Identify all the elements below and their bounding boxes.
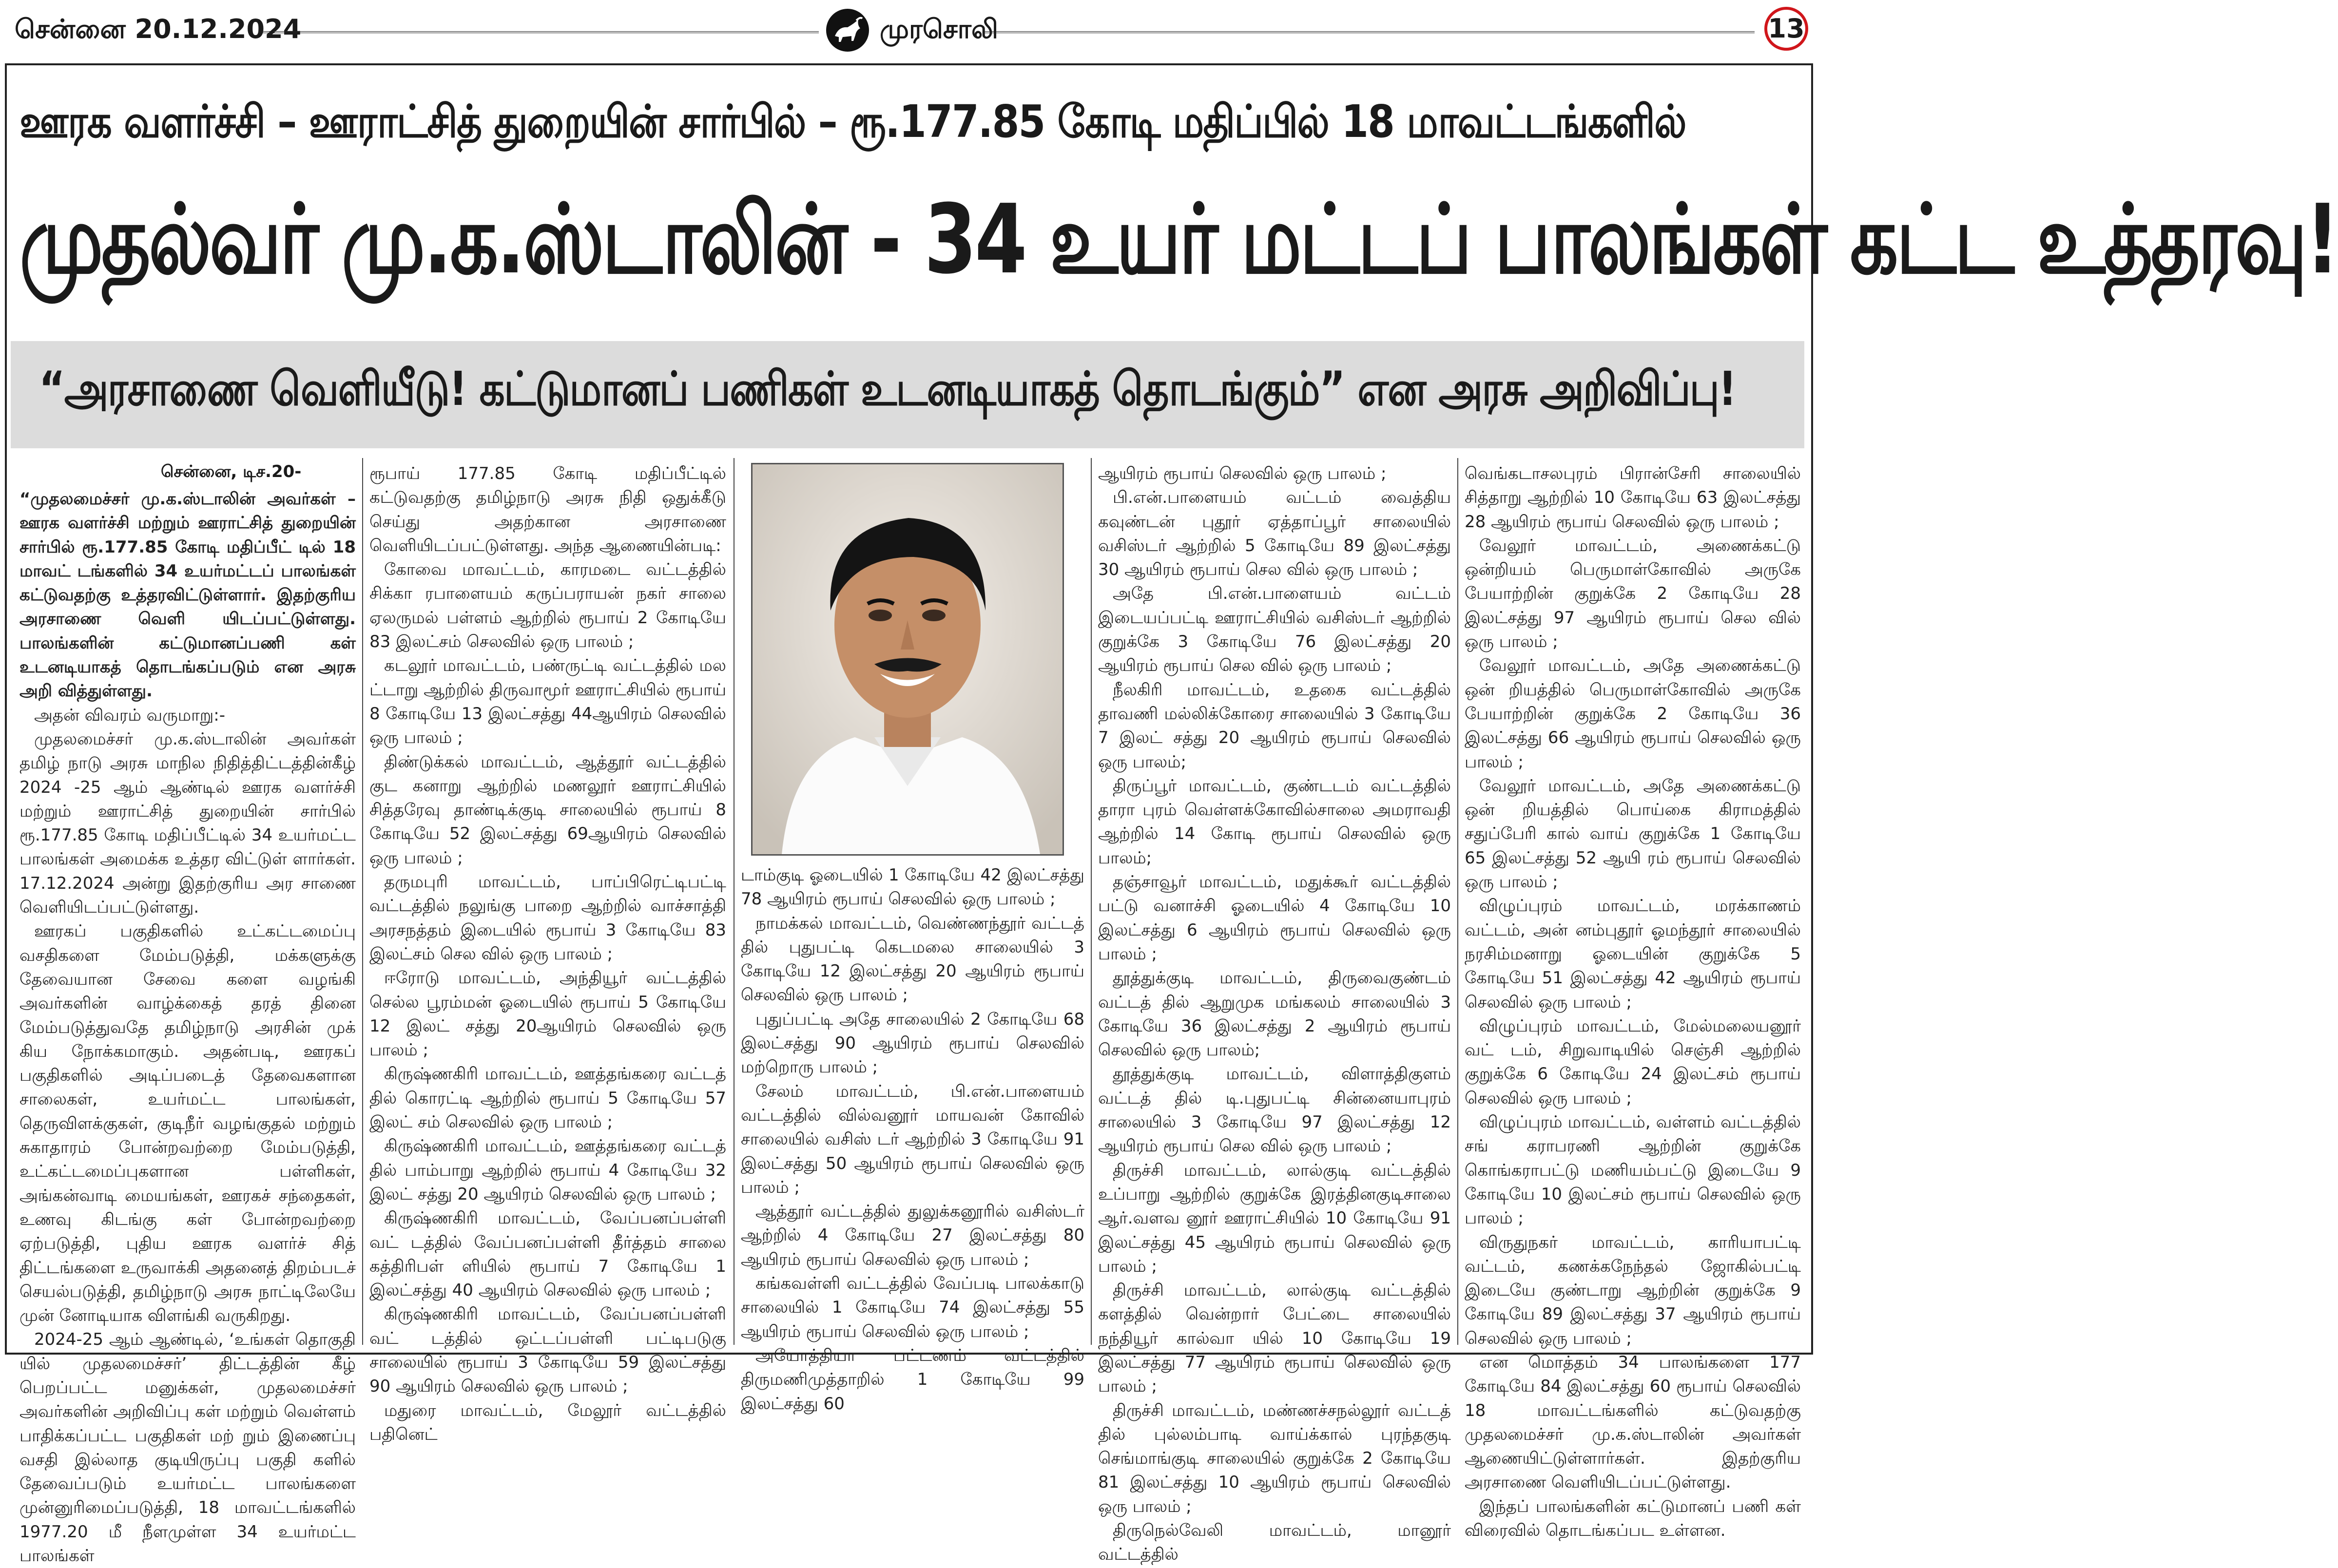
dateline: சென்னை, டிச.20-	[161, 462, 302, 481]
article-paragraph: ஈரோடு மாவட்டம், அந்தியூர் வட்டத்தில் செல்ல பூரம்மன் ஓடையில் ரூபாய் 5 கோடியே 12 இலட் சத்து 20ஆயிரம் செலவில் ஒரு பாலம் ;	[369, 968, 726, 1060]
newspaper-name: முரசொலி	[880, 14, 998, 44]
article-paragraph: ரூபாய் 177.85 கோடி மதிப்பீட்டில் கட்டுவதற்கு தமிழ்நாடு அரசு நிதி ஒதுக்கீடு செய்து அதற்கான அரசாணை வெளியிடப்பட்டுள்ளது. அந்த ஆணையின்படி:	[369, 464, 726, 555]
article-paragraph: கிருஷ்ணகிரி மாவட்டம், வேப்பனப்பள்ளி வட் டத்தில் ஒட்டப்பள்ளி பட்டிபடுகு சாலையில் ரூபாய் 3 கோடியே 59 இலட்சத்து 90 ஆயிரம் செலவில் ஒரு பாலம் ;	[369, 1304, 726, 1396]
article-paragraph: விழுப்புரம் மாவட்டம், மரக்காணம் வட்டம், அன் னம்புதூர் ஓமந்தூர் சாலையில் நரசிம்மனாறு ஓடையின் குறுக்கே 5 கோடியே 51 இலட்சத்து 42 ஆயிரம் ரூபாய் செலவில் ஒரு பாலம் ;	[1465, 896, 1801, 1012]
article-paragraph: தஞ்சாவூர் மாவட்டம், மதுக்கூர் வட்டத்தில் பட்டு வனாச்சி ஓடையில் 4 கோடியே 10 இலட்சத்து 6 ஆயிரம் ரூபாய் செலவில் ஒரு பாலம் ;	[1098, 872, 1451, 964]
article-intro: “முதலமைச்சர் மு.க.ஸ்டாலின் அவர்கள் – ஊரக வளர்ச்சி மற்றும் ஊராட்சித் துறையின் சார்பில் ரூ.177.85 கோடி மதிப்பீட் டில் 18 மாவட் டங்களில் 34 உயர்மட்டப் பாலங்கள் கட்டுவதற்கு உத்தரவிட்டுள்ளார். இதற்குரிய அரசாணை வெளி யிடப்பட்டுள்ளது. பாலங்களின் கட்டுமானப்பணி கள் உடனடியாகத் தொடங்கப்படும் என அரசு அறி வித்துள்ளது.	[19, 489, 356, 701]
column-rule	[1091, 458, 1092, 1345]
article-paragraph: மதுரை மாவட்டம், மேலூர் வட்டத்தில் பதினெட்	[369, 1400, 726, 1444]
subheadline: “அரசாணை வெளியீடு! கட்டுமானப் பணிகள் உடனடியாகத் தொடங்கும்” என அரசு அறிவிப்பு!	[39, 362, 1736, 416]
article-paragraph: திருச்சி மாவட்டம், லால்குடி வட்டத்தில் உப்பாறு ஆற்றில் குறுக்கே இரத்தினகுடிசாலை ஆர்.வளவ னூர் ஊராட்சியில் 10 கோடியே 91 இலட்சத்து 45 ஆயிரம் ரூபாய் செலவில் ஒரு பாலம் ;	[1098, 1160, 1451, 1276]
masthead-rule-right	[985, 31, 1755, 33]
article-paragraph: அதே பி.என்.பாளையம் வட்டம் இடையப்பட்டி ஊராட்சியில் வசிஸ்டர் ஆற்றில் குறுக்கே 3 கோடியே 76 இலட்சத்து 20 ஆயிரம் ரூபாய் செல வில் ஒரு பாலம் ;	[1098, 584, 1451, 676]
article-paragraph: திருச்சி மாவட்டம், மண்ணச்சநல்லூர் வட்டத் தில் புல்லம்பாடி வாய்க்கால் புரந்தகுடி செங்மாங்குடி சாலையில் குறுக்கே 2 கோடியே 81 இலட்சத்து 10 ஆயிரம் ரூபாய் செலவில் ஒரு பாலம் ;	[1098, 1400, 1451, 1516]
article-paragraph: ஆத்தூர் வட்டத்தில் துலுக்கனூரில் வசிஸ்டர் ஆற்றில் 4 கோடியே 27 இலட்சத்து 80 ஆயிரம் ரூபாய் செலவில் ஒரு பாலம் ;	[741, 1202, 1084, 1269]
masthead	[15, 7, 1808, 54]
article-paragraph: கிருஷ்ணகிரி மாவட்டம், வேப்பனப்பள்ளி வட் டத்தில் வேப்பனப்பள்ளி தீர்த்தம் சாலை கத்திரிபள் ளியில் ரூபாய் 7 கோடியே 1 இலட்சத்து 40 ஆயிரம் செலவில் ஒரு பாலம் ;	[369, 1208, 726, 1300]
column-rule	[362, 458, 363, 1345]
article-paragraph: அதன் விவரம் வருமாறு:-	[34, 705, 225, 725]
article-paragraph: என மொத்தம் 34 பாலங்களை 177 கோடியே 84 இலட்சத்து 60 ரூபாய் செலவில் 18 மாவட்டங்களில் கட்டுவதற்கு முதலமைச்சர் மு.க.ஸ்டாலின் அவர்கள் ஆணையிட்டுள்ளார்கள். இதற்குரிய அரசாணை வெளியிடப்பட்டுள்ளது.	[1465, 1352, 1801, 1492]
masthead-rule-left	[258, 31, 819, 33]
article-paragraph: ஆயிரம் ரூபாய் செலவில் ஒரு பாலம் ;	[1098, 464, 1387, 483]
article-paragraph: திருச்சி மாவட்டம், லால்குடி வட்டத்தில் களத்தில் வென்றார் பேட்டை சாலையில் நந்தியூர் கால்வா யில் 10 கோடியே 19 இலட்சத்து 77 ஆயிரம் ரூபாய் செலவில் ஒரு பாலம் ;	[1098, 1281, 1451, 1396]
article-paragraph: நீலகிரி மாவட்டம், உதகை வட்டத்தில் தாவணி மல்லிக்கோரை சாலையில் 3 கோடியே 7 இலட் சத்து 20 ஆயிரம் ரூபாய் செலவில் ஒரு பாலம்;	[1098, 680, 1451, 772]
page-number-badge: 13	[1764, 7, 1808, 51]
article-paragraph: டாம்குடி ஓடையில் 1 கோடியே 42 இலட்சத்து 78 ஆயிரம் ரூபாய் செலவில் ஒரு பாலம் ;	[741, 865, 1084, 909]
article-column-2	[369, 462, 726, 1447]
main-headline: முதல்வர் மு.க.ஸ்டாலின் - 34 உயர் மட்டப் பாலங்கள் கட்ட உத்தரவு!	[19, 184, 2338, 295]
article-paragraph: திருநெல்வேலி மாவட்டம், மானூர் வட்டத்தில்	[1098, 1521, 1451, 1565]
bull-logo-icon	[826, 9, 869, 52]
article-paragraph: வெங்கடாசலபுரம் பிரான்சேரி சாலையில் சித்தாறு ஆற்றில் 10 கோடியே 63 இலட்சத்து 28 ஆயிரம் ரூபாய் செலவில் ஒரு பாலம் ;	[1465, 464, 1801, 532]
article-paragraph: சேலம் மாவட்டம், பி.என்.பாளையம் வட்டத்தில் வில்வனூர் மாயவன் கோவில் சாலையில் வசிஸ் டர் ஆற்றில் 3 கோடியே 91 இலட்சத்து 50 ஆயிரம் ரூபாய் செலவில் ஒரு பாலம் ;	[741, 1081, 1084, 1197]
article-paragraph: தருமபுரி மாவட்டம், பாப்பிரெட்டிபட்டி வட்டத்தில் நலுங்கு பாறை ஆற்றில் வாச்சாத்தி அரசநத்தம் இடையில் ரூபாய் 3 கோடியே 83 இலட்சம் செல வில் ஒரு பாலம் ;	[369, 872, 726, 964]
article-paragraph: ஊரகப் பகுதிகளில் உட்கட்டமைப்பு வசதிகளை மேம்படுத்தி, மக்களுக்கு தேவையான சேவை களை வழங்கி அவர்களின் வாழ்க்கைத் தரத் தினை மேம்படுத்துவதே தமிழ்நாடு அரசின் முக் கிய நோக்கமாகும். அதன்படி, ஊரகப் பகுதிகளில் அடிப்படைத் தேவைகளான சாலைகள், உயர்மட்ட பாலங்கள், தெருவிளக்குகள், குடிநீர் வழங்குதல் மற்றும் சுகாதாரம் போன்றவற்றை மேம்படுத்தி, உட்கட்டமைப்புகளான பள்ளிகள், அங்கன்வாடி மையங்கள், ஊரகச் சந்தைகள், உணவு கிடங்கு கள் போன்றவற்றை ஏற்படுத்தி, புதிய ஊரக வளர்ச் சித் திட்டங்களை உருவாக்கி அதனைத் திறம்படச் செயல்படுத்தி, தமிழ்நாடு அரசு நாட்டிலேயே முன் னோடியாக விளங்கி வருகிறது.	[19, 921, 356, 1326]
article-column-3	[741, 863, 1084, 1416]
kicker-headline: ஊரக வளர்ச்சி – ஊராட்சித் துறையின் சார்பில் – ரூ.177.85 கோடி மதிப்பில் 18 மாவட்டங்களில்	[19, 96, 1686, 148]
article-paragraph: இந்தப் பாலங்களின் கட்டுமானப் பணி கள் விரைவில் தொடங்கப்பட உள்ளன.	[1465, 1496, 1801, 1541]
article-paragraph: வேலூர் மாவட்டம், அதே அணைக்கட்டு ஒன் றியத்தில் பொய்கை கிராமத்தில் சதுப்பேரி கால் வாய் குறுக்கே 1 கோடியே 65 இலட்சத்து 52 ஆயி ரம் ரூபாய் செலவில் ஒரு பாலம் ;	[1465, 776, 1801, 892]
article-paragraph: விருதுநகர் மாவட்டம், காரியாபட்டி வட்டம், கணக்கநேந்தல் ஜோகில்பட்டி இடையே குண்டாறு ஆற்றின் குறுக்கே 9 கோடியே 89 இலட்சத்து 37 ஆயிரம் ரூபாய் செலவில் ஒரு பாலம் ;	[1465, 1232, 1801, 1348]
article-paragraph: கிருஷ்ணகிரி மாவட்டம், ஊத்தங்கரை வட்டத் தில் பாம்பாறு ஆற்றில் ரூபாய் 4 கோடியே 32 இலட் சத்து 20 ஆயிரம் செலவில் ஒரு பாலம் ;	[369, 1136, 726, 1204]
article-paragraph: அயோத்தியா பட்டணம் வட்டத்தில் திருமணிமுத்தாறில் 1 கோடியே 99 இலட்சத்து 60	[741, 1345, 1084, 1414]
article-paragraph: கோவை மாவட்டம், காரமடை வட்டத்தில் சிக்கா ரபாளையம் கருப்பராயன் நகர் சாலை ஏலருமல் பள்ளம் ஆற்றில் ரூபாய் 2 கோடியே 83 இலட்சம் செலவில் ஒரு பாலம் ;	[369, 560, 726, 652]
article-paragraph: வேலூர் மாவட்டம், அதே அணைக்கட்டு ஒன் றியத்தில் பெருமாள்கோவில் அருகே பேயாற்றின் குறுக்கே 2 கோடியே 36 இலட்சத்து 66 ஆயிரம் ரூபாய் செலவில் ஒரு பாலம் ;	[1465, 656, 1801, 772]
article-paragraph: தூத்துக்குடி மாவட்டம், திருவைகுண்டம் வட்டத் தில் ஆறுமுக மங்கலம் சாலையில் 3 கோடியே 36 இலட்சத்து 2 ஆயிரம் ரூபாய் செலவில் ஒரு பாலம்;	[1098, 968, 1451, 1060]
article-paragraph: தூத்துக்குடி மாவட்டம், விளாத்திகுளம் வட்டத் தில் டி.புதுபட்டி சின்னையாபுரம் சாலையில் 3 கோடியே 97 இலட்சத்து 12 ஆயிரம் ரூபாய் செல வில் ஒரு பாலம் ;	[1098, 1064, 1451, 1156]
article-paragraph: கடலூர் மாவட்டம், பண்ருட்டி வட்டத்தில் மல ட்டாறு ஆற்றில் திருவாமூர் ஊராட்சியில் ரூபாய் 8 கோடியே 13 இலட்சத்து 44ஆயிரம் செலவில் ஒரு பாலம் ;	[369, 656, 726, 748]
article-paragraph: 2024-25 ஆம் ஆண்டில், ‘உங்கள் தொகுதி யில் முதலமைச்சர்’ திட்டத்தின் கீழ் பெறப்பட்ட மனுக்கள், முதலமைச்சர் அவர்களின் அறிவிப்பு கள் மற்றும் வெள்ளம் பாதிக்கப்பட்ட பகுதிகள் மற் றும் இணைப்பு வசதி இல்லாத குடியிருப்பு பகுதி களில் தேவைப்படும் உயர்மட்ட பாலங்களை முன்னுரிமைப்படுத்தி, 18 மாவட்டங்களில் 1977.20 மீ நீளமுள்ள 34 உயர்மட்ட பாலங்கள்	[19, 1330, 356, 1566]
article-paragraph: நாமக்கல் மாவட்டம், வெண்ணந்தூர் வட்டத் தில் புதுபட்டி கெடமலை சாலையில் 3 கோடியே 12 இலட்சத்து 20 ஆயிரம் ரூபாய் செலவில் ஒரு பாலம் ;	[741, 913, 1084, 1005]
article-column-5	[1465, 462, 1801, 1543]
article-paragraph: விழுப்புரம் மாவட்டம், மேல்மலையனூர் வட் டம், சிறுவாடியில் செஞ்சி ஆற்றில் குறுக்கே 6 கோடியே 24 இலட்சம் ரூபாய் செலவில் ஒரு பாலம் ;	[1465, 1016, 1801, 1108]
article-paragraph: வேலூர் மாவட்டம், அணைக்கட்டு ஒன்றியம் பெருமாள்கோவில் அருகே பேயாற்றின் குறுக்கே 2 கோடியே 28 இலட்சத்து 97 ஆயிரம் ரூபாய் செல வில் ஒரு பாலம் ;	[1465, 535, 1801, 652]
column-rule	[1457, 458, 1458, 1345]
article-column-4	[1098, 462, 1451, 1567]
article-paragraph: கிருஷ்ணகிரி மாவட்டம், ஊத்தங்கரை வட்டத் தில் கொரட்டி ஆற்றில் ரூபாய் 5 கோடியே 57 இலட் சம் செலவில் ஒரு பாலம் ;	[369, 1064, 726, 1132]
article-paragraph: கங்கவள்ளி வட்டத்தில் வேப்படி பாலக்காடு சாலையில் 1 கோடியே 74 இலட்சத்து 55 ஆயிரம் ரூபாய் செலவில் ஒரு பாலம் ;	[741, 1274, 1084, 1341]
article-paragraph: பி.என்.பாளையம் வட்டம் வைத்திய கவுண்டன் புதூர் ஏத்தாப்பூர் சாலையில் வசிஸ்டர் ஆற்றில் 5 கோடியே 89 இலட்சத்து 30 ஆயிரம் ரூபாய் செல வில் ஒரு பாலம் ;	[1098, 488, 1451, 580]
article-paragraph: விழுப்புரம் மாவட்டம், வள்ளம் வட்டத்தில் சங் கராபரணி ஆற்றின் குறுக்கே கொங்கராபட்டு மணியம்பட்டு இடையே 9 கோடியே 10 இலட்சம் ரூபாய் செலவில் ஒரு பாலம் ;	[1465, 1112, 1801, 1228]
article-paragraph: முதலமைச்சர் மு.க.ஸ்டாலின் அவர்கள் தமிழ் நாடு அரசு மாநில நிதித்திட்டத்தின்கீழ் 2024 -25 ஆம் ஆண்டில் ஊரக வளர்ச்சி மற்றும் ஊராட்சித் துறையின் சார்பில் ரூ.177.85 கோடி மதிப்பீட்டில் 34 உயர்மட்ட பாலங்கள் அமைக்க உத்தர விட்டுள் ளார்கள். 17.12.2024 அன்று இதற்குரிய அர சாணை வெளியிடப்பட்டுள்ளது.	[19, 729, 356, 918]
article-paragraph: திண்டுக்கல் மாவட்டம், ஆத்தூர் வட்டத்தில் குட கனாறு ஆற்றில் மணலூர் ஊராட்சியில் சித்தரேவு தாண்டிக்குடி சாலையில் ரூபாய் 8 கோடியே 52 இலட்சத்து 69ஆயிரம் செலவில் ஒரு பாலம் ;	[369, 752, 726, 868]
article-column-1	[19, 487, 356, 1568]
issue-date: சென்னை 20.12.2024	[15, 14, 302, 44]
chief-minister-photo	[751, 463, 1064, 856]
article-paragraph: புதுப்பட்டி அதே சாலையில் 2 கோடியே 68 இலட்சத்து 90 ஆயிரம் ரூபாய் செலவில் மற்றொரு பாலம் ;	[741, 1009, 1084, 1077]
article-paragraph: திருப்பூர் மாவட்டம், குண்டடம் வட்டத்தில் தாரா புரம் வெள்ளக்கோவில்சாலை அமராவதி ஆற்றில் 14 கோடி ரூபாய் செலவில் ஒரு பாலம்;	[1098, 776, 1451, 868]
